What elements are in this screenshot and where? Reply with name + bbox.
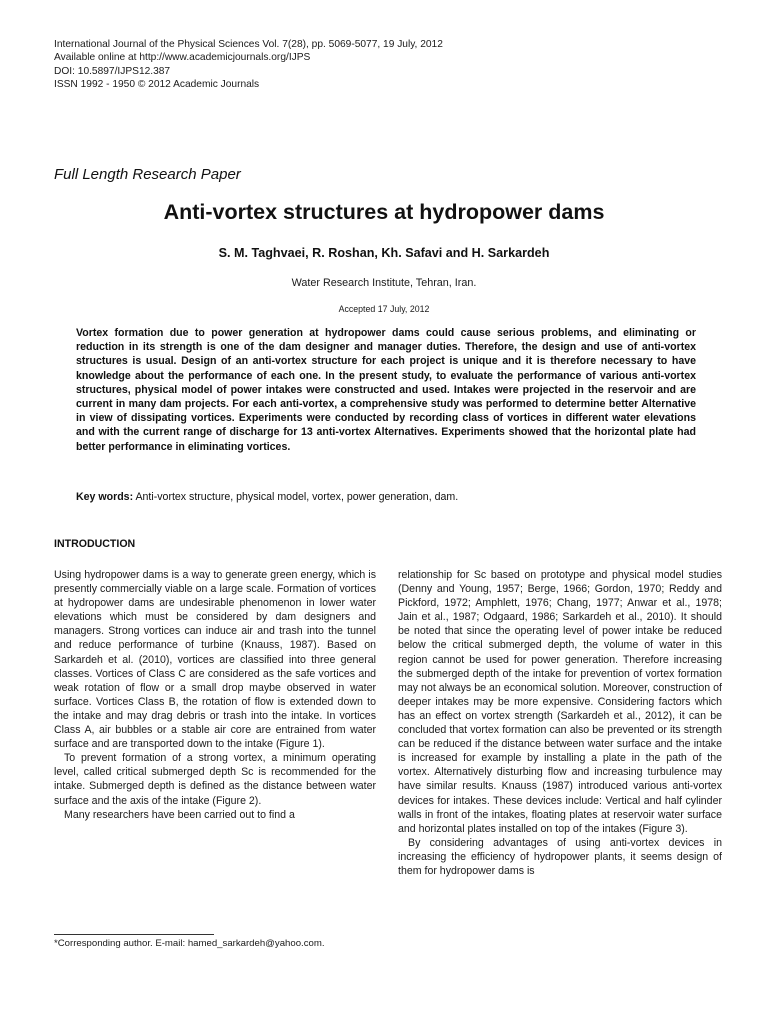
body-paragraph: Using hydropower dams is a way to generate green energy, which is presently commercially viable on a large scale. Formation of vortices at hydropower dams are undesirable phenomenon in lower water elevations which must be considered by dam designers and managers. Strong vortices can induce air and trash into the tunnel and reduce performance of turbine (Knauss, 1987). Based on Sarkardeh et al. (2010), vortices are classified into three general classes. Vortices of Class C are considered as the safe vortices and weak rotation of flow or a small drop maybe observed in water surface. Vortices Class B, the rotation of flow is extended down to the intake and may drag debris or trash into the intake. In vortices Class A, air bubbles or a stable air core are entrained from water surface and are transported down to the intake (Figure 1). — [54, 569, 376, 751]
body-paragraph: relationship for Sc based on prototype and physical model studies (Denny and Young, 1957; Berge, 1966; Gordon, 1970; Reddy and Pickford, 1972; Amphlett, 1976; Chang, 1977; Anwar et al., 1978; Jain et al., 1987; Odgaard, 1986; Sarkardeh et al., 2010). It should be noted that since the operating level of power intake be reduced below the critical submerged depth, the volume of water in this region cannot be used for power generation. Therefore increasing the submerged depth of the intake for prevention of vortex formation may not always be an economical solution. Moreover, construction of deeper intakes may be more expensive. Considering factors which has an effect on vortex strength (Sarkardeh et al., 2012), it can be concluded that vortex formation can also be prevented or its strength can be reduced if the distance between water surface and the intake is increased for example by installing a plate in the path of the vortex. Alternatively disturbing flow and increasing turbulence may have similar results. Knauss (1987) introduced various anti-vortex devices for intakes. These devices include: Vertical and half cylinder walls in front of the intakes, floating plates at reservoir water surface and horizontal plates installed on top of the intakes (Figure 3). — [398, 569, 722, 835]
journal-header — [54, 38, 714, 92]
paper-title: Anti-vortex structures at hydropower dams — [163, 200, 605, 224]
keywords-text: Anti-vortex structure, physical model, vortex, power generation, dam. — [133, 491, 459, 503]
keywords-label: Key words: — [76, 491, 134, 503]
body-paragraph: To prevent formation of a strong vortex, a minimum operating level, called critical submerged depth Sc is recommended for the intake. Submerged depth is defined as the distance between water surface and the axis of the intake (Figure 2). — [54, 752, 376, 807]
doi-line: DOI: 10.5897/IJPS12.387 — [54, 65, 171, 77]
corresponding-author-footnote: *Corresponding author. E-mail: hamed_sarkardeh@yahoo.com. — [54, 938, 325, 949]
paper-type: Full Length Research Paper — [54, 166, 241, 183]
body-paragraph: Many researchers have been carried out to find a — [64, 808, 295, 821]
paper-authors: S. M. Taghvaei, R. Roshan, Kh. Safavi and H. Sarkardeh — [218, 246, 550, 260]
journal-url-line: Available online at http://www.academicjournals.org/IJPS — [54, 52, 311, 64]
right-column — [398, 568, 722, 878]
section-heading-introduction: INTRODUCTION — [54, 538, 136, 550]
abstract: Vortex formation due to power generation at hydropower dams could cause serious problems, and eliminating or reduction in its strength is one of the dam designer and manager duties. Therefore, the design and use of anti-vortex structures is usual. Design of an anti-vortex structure for each project is unique and it is therefore necessary to have knowledge about the performance of each one. In the present study, to evaluate the performance of various anti-vortex structures, physical model of power intakes were constructed and used. Intakes were projected in the reservoir and are current in many dam projects. For each anti-vortex, a comprehensive study was performed to determine better Alternative in view of dissipating vortices. Experiments were conducted by recording class of vortices in different water elevations and with the current range of discharge for 13 anti-vortex Alternatives. Experiments showed that the horizontal plate had better performance in eliminating vortices. — [76, 327, 696, 453]
footnote-divider — [54, 934, 214, 935]
journal-citation-line: International Journal of the Physical Sciences Vol. 7(28), pp. 5069-5077, 19 July, 2012 — [54, 39, 443, 50]
author-affiliation: Water Research Institute, Tehran, Iran. — [291, 277, 477, 289]
keywords — [76, 491, 696, 503]
body-paragraph: By considering advantages of using anti-vortex devices in increasing the efficiency of hydropower plants, it seems design of them for hydropower dams is — [398, 836, 722, 877]
issn-line: ISSN 1992 - 1950 © 2012 Academic Journals — [54, 79, 260, 91]
left-column — [54, 568, 376, 822]
accepted-date: Accepted 17 July, 2012 — [338, 304, 430, 314]
